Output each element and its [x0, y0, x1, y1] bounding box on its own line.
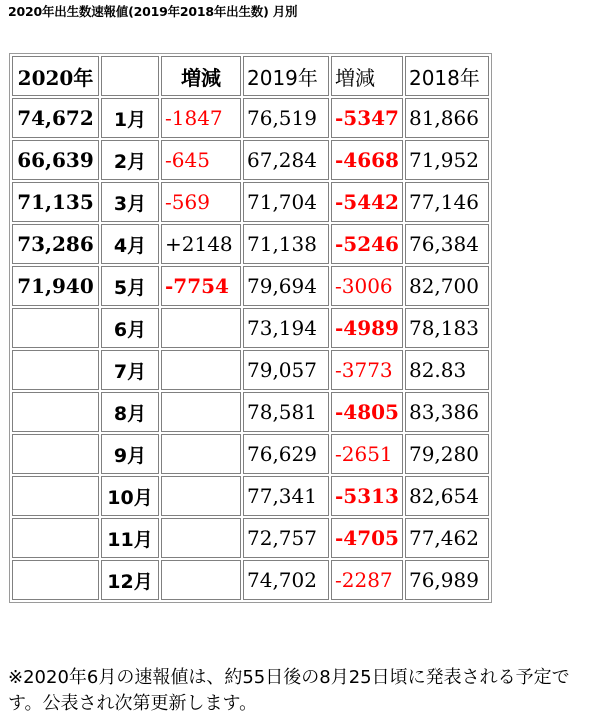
- cell-diff-2020: -645: [161, 140, 241, 180]
- table-row: [12, 224, 489, 264]
- cell-month: 1月: [101, 98, 159, 138]
- cell-month: 12月: [101, 560, 159, 600]
- cell-2020: 71,135: [12, 182, 99, 222]
- cell-2019: 79,057: [243, 350, 329, 390]
- cell-2020: [12, 308, 99, 348]
- cell-month: 7月: [101, 350, 159, 390]
- cell-diff-2019: -5442: [331, 182, 403, 222]
- table-row: [12, 98, 489, 138]
- cell-diff-2019: -2287: [331, 560, 403, 600]
- cell-2019: 78,581: [243, 392, 329, 432]
- cell-diff-2019: -4668: [331, 140, 403, 180]
- cell-diff-2020: [161, 560, 241, 600]
- cell-diff-2020: +2148: [161, 224, 241, 264]
- cell-2019: 79,694: [243, 266, 329, 306]
- cell-diff-2020: -7754: [161, 266, 241, 306]
- cell-2020: 73,286: [12, 224, 99, 264]
- cell-diff-2020: -1847: [161, 98, 241, 138]
- cell-diff-2020: [161, 476, 241, 516]
- cell-2019: 71,704: [243, 182, 329, 222]
- cell-diff-2020: [161, 350, 241, 390]
- cell-month: 8月: [101, 392, 159, 432]
- births-table: [9, 53, 492, 603]
- cell-month: 3月: [101, 182, 159, 222]
- table-row: [12, 392, 489, 432]
- cell-month: 4月: [101, 224, 159, 264]
- cell-2020: [12, 350, 99, 390]
- cell-2020: [12, 476, 99, 516]
- cell-2020: [12, 518, 99, 558]
- header-2018: 2018年: [405, 56, 489, 96]
- cell-2019: 76,629: [243, 434, 329, 474]
- table-row: [12, 560, 489, 600]
- table-header-row: [12, 56, 489, 96]
- cell-2019: 77,341: [243, 476, 329, 516]
- table-row: [12, 434, 489, 474]
- cell-month: 6月: [101, 308, 159, 348]
- table-row: [12, 140, 489, 180]
- cell-2019: 72,757: [243, 518, 329, 558]
- cell-2020: [12, 434, 99, 474]
- cell-month: 2月: [101, 140, 159, 180]
- header-2019: 2019年: [243, 56, 329, 96]
- cell-2018: 76,989: [405, 560, 489, 600]
- cell-2018: 82,654: [405, 476, 489, 516]
- cell-month: 5月: [101, 266, 159, 306]
- page-title: 2020年出生数速報値(2019年2018年出生数) 月別: [8, 4, 298, 19]
- cell-diff-2019: -4805: [331, 392, 403, 432]
- cell-2020: [12, 560, 99, 600]
- cell-diff-2019: -2651: [331, 434, 403, 474]
- cell-2018: 77,146: [405, 182, 489, 222]
- cell-diff-2019: -4989: [331, 308, 403, 348]
- footnote: ※2020年6月の速報値は、約55日後の8月25日頃に発表される予定です。公表され次第更新します。: [8, 667, 570, 714]
- cell-diff-2019: -5313: [331, 476, 403, 516]
- cell-2018: 76,384: [405, 224, 489, 264]
- cell-month: 10月: [101, 476, 159, 516]
- cell-diff-2020: -569: [161, 182, 241, 222]
- table-row: [12, 266, 489, 306]
- cell-2018: 77,462: [405, 518, 489, 558]
- cell-2020: 71,940: [12, 266, 99, 306]
- cell-diff-2020: [161, 434, 241, 474]
- cell-diff-2020: [161, 518, 241, 558]
- header-month: [101, 56, 159, 96]
- table-row: [12, 182, 489, 222]
- cell-diff-2020: [161, 308, 241, 348]
- cell-2018: 82,700: [405, 266, 489, 306]
- cell-2019: 71,138: [243, 224, 329, 264]
- cell-diff-2019: -5246: [331, 224, 403, 264]
- cell-2018: 82.83: [405, 350, 489, 390]
- cell-2018: 78,183: [405, 308, 489, 348]
- cell-diff-2019: -4705: [331, 518, 403, 558]
- cell-2018: 79,280: [405, 434, 489, 474]
- cell-diff-2019: -5347: [331, 98, 403, 138]
- cell-diff-2019: -3773: [331, 350, 403, 390]
- table-row: [12, 350, 489, 390]
- cell-2020: [12, 392, 99, 432]
- cell-2018: 81,866: [405, 98, 489, 138]
- cell-2019: 73,194: [243, 308, 329, 348]
- header-diff-2020: 増減: [161, 56, 241, 96]
- cell-2018: 71,952: [405, 140, 489, 180]
- cell-diff-2019: -3006: [331, 266, 403, 306]
- cell-2020: 74,672: [12, 98, 99, 138]
- table-row: [12, 518, 489, 558]
- cell-2020: 66,639: [12, 140, 99, 180]
- header-diff-2019: 増減: [331, 56, 403, 96]
- cell-2018: 83,386: [405, 392, 489, 432]
- cell-2019: 67,284: [243, 140, 329, 180]
- cell-2019: 76,519: [243, 98, 329, 138]
- cell-month: 9月: [101, 434, 159, 474]
- cell-diff-2020: [161, 392, 241, 432]
- header-2020: 2020年: [12, 56, 99, 96]
- cell-2019: 74,702: [243, 560, 329, 600]
- table-row: [12, 476, 489, 516]
- cell-month: 11月: [101, 518, 159, 558]
- table-row: [12, 308, 489, 348]
